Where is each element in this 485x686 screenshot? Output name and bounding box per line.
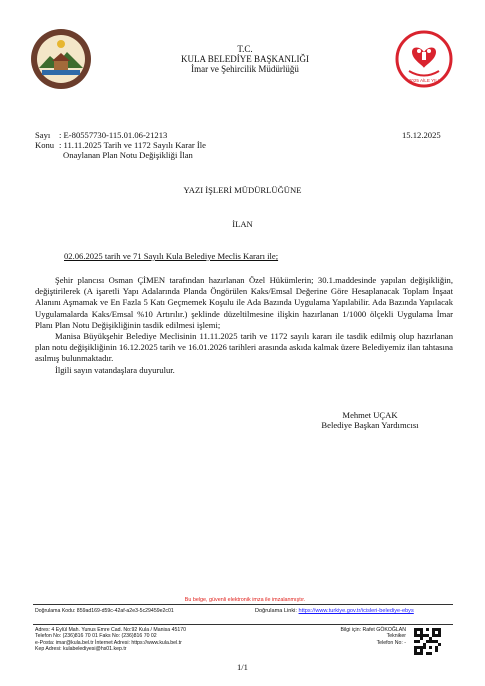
footer-divider-bottom [33,624,453,625]
page-number: 1/1 [237,662,248,672]
esign-notice: Bu belge, güvenli elektronik imza ile imzalanmıştır. [184,597,306,603]
paragraph-1: Şehir plancısı Osman ÇİMEN tarafından hazırlanan Özel Hükümlerin; 30.1.maddesinde yapılan değişikliğin, değiştirilerek (A işaretli Yapı Adalarında Planda Öngörülen Kaks/Emsal Değerine Göre Hesaplanacak Toplam İnşaat Alanını Aşmamak ve En Fazla 5 Katı Geçmemek Koşulu ile Ada Bazında Uygulama Yapılabilir. Ada Bazında Yapılacak Uygulamalarda Kaks/Emsal %10 Artırılır.) şeklinde düzeltilmesine ilişkin hazırlanan 1/1000 ölçekli Uygulama İmar Planı Plan Notu Değişikliğinin tasdik edilmesi işlemi; [35,275,453,330]
qr-code [414,628,441,655]
paragraph-2: Manisa Büyükşehir Belediye Meclisinin 11.11.2025 tarih ve 1172 sayılı kararı ile tasdik edilmiş olup hazırlanan plan notu değişikliğinin 16.12.2025 tarih ve 16.01.2026 tarihleri arasında askıda kalmak üzere Belediyemiz ilan tahtasına asılmış bulunmaktadır. [35,331,453,364]
header-municipality: KULA BELEDİYE BAŞKANLIĞI [181,54,309,64]
paragraph-3: İlgili sayın vatandaşlara duyurulur. [55,364,175,375]
footer-kep: Kep Adresi: kulabelediyesi@hs01.kep.tr [35,646,127,653]
document-header [130,44,360,74]
recipient: YAZI İŞLERİ MÜDÜRLÜĞÜNE [183,185,302,195]
footer-contact [35,627,186,653]
footer-divider-top [33,604,453,605]
konu-label: Konu [35,140,55,150]
sayi-value: : E-80557730-115.01.06-21213 [59,130,168,140]
ilan-title: İLAN [232,219,253,229]
header-tc: T.C. [237,44,253,54]
info-person: Bilgi için: Rafet GÖKOĞLAN [340,627,406,633]
ilan-body [35,275,453,376]
verification-code: Doğrulama Kodu: 859ad169-d59c-42af-a2e3-5c29459e2c01 [35,608,174,614]
info-phone: Telefon No: - [376,639,406,646]
signer-name: Mehmet UÇAK [342,410,398,420]
konu-line-1: : 11.11.2025 Tarih ve 1172 Sayılı Karar İle [59,140,206,150]
footer-info [300,627,406,646]
konu-line-2: Onaylanan Plan Notu Değişikliği İlan [63,150,193,160]
footer-email: e-Posta: imar@kula.bel.tr İnternet Adresi: https://www.kula.bel.tr [35,639,182,646]
document-date: 15.12.2025 [402,130,441,140]
signature-block [305,410,435,430]
verification-link-row [255,608,414,614]
family-year-logo [395,30,453,88]
verification-link[interactable]: https://www.turkiye.gov.tr/icisleri-belediye-ebys [298,608,414,614]
footer-phone: Telefon No: (236)816 70 01 Faks No: (236)816 70 02 [35,633,157,640]
signer-title: Belediye Başkan Yardımcısı [321,420,419,431]
footer-address: Adres: 4 Eylül Mah. Yunus Emre Cad. No:92 Kula / Manisa 45170 [35,627,187,633]
sayi-label: Sayı [35,130,51,140]
family-year-logo-label: 2025 AİLE YILI [408,78,440,83]
reference-line: 02.06.2025 tarih ve 71 Sayılı Kula Belediye Meclis Kararı ile; [64,251,279,261]
kula-municipality-logo [30,28,92,90]
header-department: İmar ve Şehircilik Müdürlüğü [191,64,299,74]
info-role: Tekniker [386,633,406,640]
verification-link-label: Doğrulama Linki: [255,608,297,614]
